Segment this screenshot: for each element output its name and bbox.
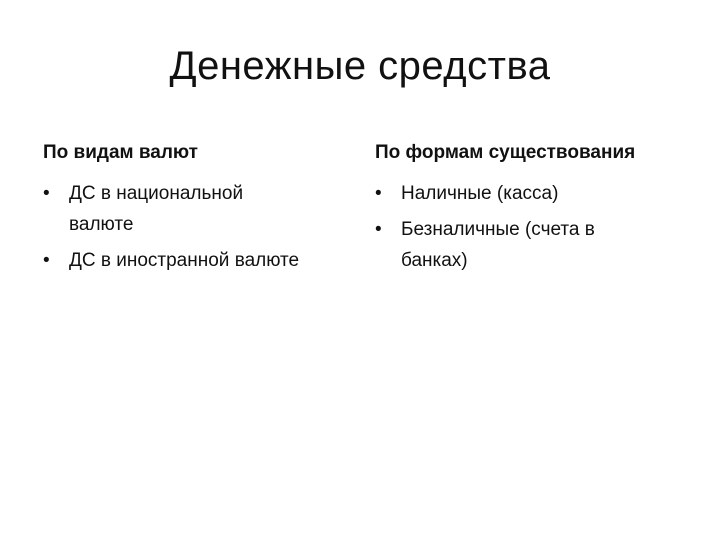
bullet-icon: • [43,183,50,204]
column-heading: По видам валют [43,142,198,163]
bullet-icon: • [43,250,50,271]
existence-form-column [375,142,675,281]
list-item [43,178,284,240]
list-item [375,214,631,276]
list-item-text: Наличные (касса) [401,183,559,204]
bullet-icon: • [375,183,382,204]
column-heading: По формам существования [375,142,636,163]
currency-type-column [43,142,343,281]
bullet-list [43,178,343,276]
list-item [375,178,675,209]
list-item-text: ДС в иностранной валюте [69,250,300,271]
bullet-list [375,178,675,276]
bullet-icon: • [375,219,382,240]
list-item-text: Безналичные (счета в банках) [401,219,595,271]
slide-title: Денежные средства [169,44,551,88]
list-item-text: ДС в национальной валюте [69,183,244,235]
list-item [43,245,343,276]
